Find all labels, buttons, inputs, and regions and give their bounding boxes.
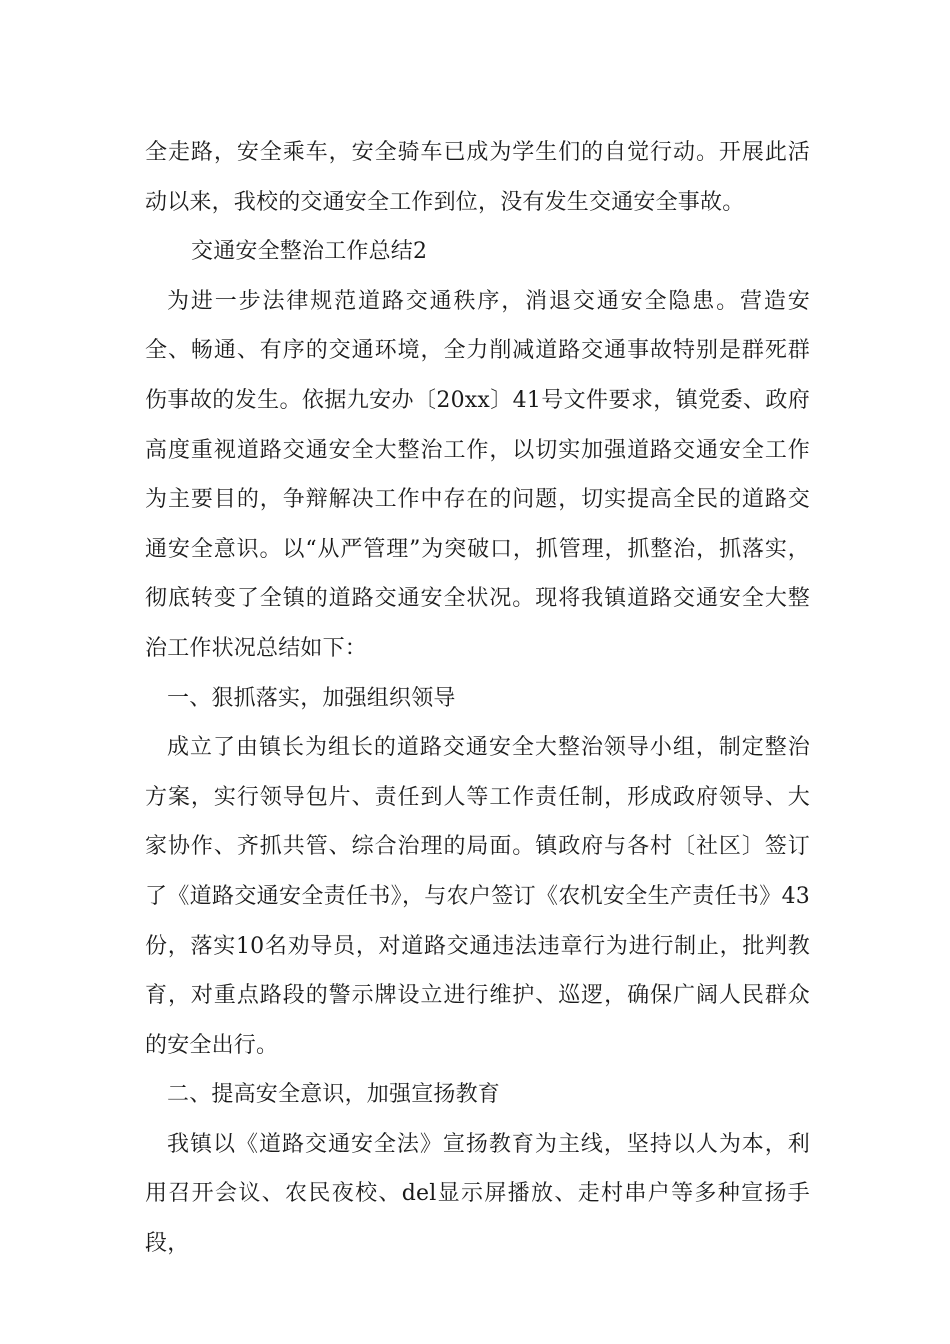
section-title: 交通安全整治工作总结2 bbox=[191, 239, 428, 265]
document-body bbox=[145, 128, 810, 1269]
heading-two: 二、提高安全意识，加强宣扬教育 bbox=[167, 1082, 501, 1108]
paragraph-organization: 成立了由镇长为组长的道路交通安全大整治领导小组，制定整治方案，实行领导包片、责任到人等工作责任制，形成政府领导、大家协作、齐抓共管、综合治理的局面。镇政府与各村〔社区〕签订了《道路交通安全责任书》，与农户签订《农机安全生产责任书》43份，落实10名劝导员，对道路交通违法违章行为进行制止，批判教育，对重点路段的警示牌设立进行维护、巡逻，确保广阔人民群众的安全出行。 bbox=[145, 735, 810, 1058]
paragraph-intro: 为进一步法律规范道路交通秩序，消退交通安全隐患。营造安全、畅通、有序的交通环境，全力削减道路交通事故特别是群死群伤事故的发生。依据九安办〔20xx〕41号文件要求，镇党委、政府高度重视道路交通安全大整治工作，以切实加强道路交通安全工作为主要目的，争辩解决工作中存在的问题，切实提高全民的道路交通安全意识。以“从严管理”为突破口，抓管理，抓整治，抓落实，彻底转变了全镇的道路交通安全状况。现将我镇道路交通安全大整治工作状况总结如下： bbox=[145, 288, 810, 661]
paragraph-continuation: 全走路，安全乘车，安全骑车已成为学生们的自觉行动。开展此活动以来，我校的交通安全工作到位，没有发生交通安全事故。 bbox=[145, 140, 810, 215]
heading-one: 一、狠抓落实，加强组织领导 bbox=[167, 685, 456, 711]
paragraph-education: 我镇以《道路交通安全法》宣扬教育为主线，坚持以人为本，利用召开会议、农民夜校、del显示屏播放、走村串户等多种宣扬手段， bbox=[145, 1131, 810, 1257]
